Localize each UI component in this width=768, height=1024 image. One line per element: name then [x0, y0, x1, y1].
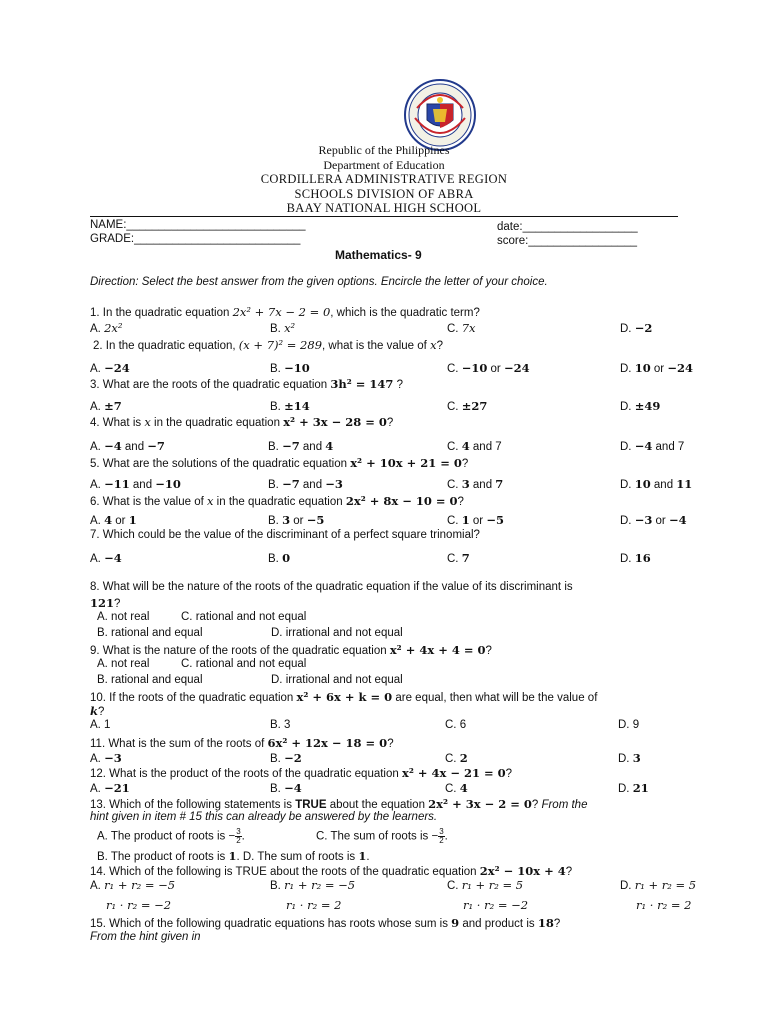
q10-option-b[interactable]: B. 3 [270, 719, 291, 731]
q7-option-c[interactable]: C. 7 [447, 551, 470, 565]
question-13: 13. Which of the following statements is TRUE about the equation 2x² + 3x − 2 = 0? From the [90, 797, 588, 811]
header-region: CORDILLERA ADMINISTRATIVE REGION [260, 172, 508, 186]
q11-option-b[interactable]: B. −2 [270, 751, 302, 765]
q7-option-b[interactable]: B. 0 [268, 551, 291, 565]
q4-option-c[interactable]: C. 4 and 7 [447, 439, 502, 453]
q2-option-a[interactable]: A. −24 [90, 361, 130, 375]
q7-option-d[interactable]: D. 16 [620, 551, 651, 565]
question-10-continued: k? [90, 704, 105, 718]
q12-option-b[interactable]: B. −4 [270, 781, 302, 795]
q9-option-c[interactable]: C. rational and not equal [181, 658, 307, 670]
q7-option-a[interactable]: A. −4 [90, 551, 122, 565]
q12-option-a[interactable]: A. −21 [90, 781, 130, 795]
question-8: 8. What will be the nature of the roots of the quadratic equation if the value of its discriminant is [90, 581, 573, 593]
q6-option-a[interactable]: A. 4 or 1 [90, 513, 137, 527]
q3-option-b[interactable]: B. ±14 [270, 399, 310, 413]
question-1: 1. In the quadratic equation 2x² + 7x − 2 = 0, which is the quadratic term? [90, 305, 480, 319]
header-republic: Republic of the Philippines [318, 143, 450, 157]
q11-option-a[interactable]: A. −3 [90, 751, 122, 765]
question-15-hint: From the hint given in [90, 931, 201, 943]
q10-option-d[interactable]: D. 9 [618, 719, 640, 731]
header-school: BAAY NATIONAL HIGH SCHOOL [286, 201, 482, 215]
q12-option-c[interactable]: C. 4 [445, 781, 468, 795]
q14-option-d[interactable]: D. r₁ + r₂ = 5 [620, 878, 697, 892]
q1-option-d[interactable]: D. −2 [620, 321, 653, 335]
q8-option-a[interactable]: A. not real [97, 611, 150, 623]
q14-option-a[interactable]: A. r₁ + r₂ = −5 [90, 878, 176, 892]
q10-option-a[interactable]: A. 1 [90, 719, 111, 731]
q1-option-a[interactable]: A. 2x² [90, 321, 123, 335]
question-14: 14. Which of the following is TRUE about the roots of the quadratic equation 2x² − 10x + 4? [90, 864, 573, 878]
deped-seal [403, 78, 477, 152]
q3-option-a[interactable]: A. ±7 [90, 399, 122, 413]
q4-option-b[interactable]: B. −7 and 4 [268, 439, 334, 453]
q13-option-a[interactable]: A. The product of roots is − $\frac{3}{2}$ . [97, 827, 245, 845]
q13-option-b-d[interactable]: B. The product of roots is 1. D. The sum of roots is 1. [97, 849, 370, 863]
q4-option-a[interactable]: A. −4 and −7 [90, 439, 165, 453]
q3-option-d[interactable]: D. ±49 [620, 399, 661, 413]
q6-option-b[interactable]: B. 3 or −5 [268, 513, 325, 527]
q9-option-a[interactable]: A. not real [97, 658, 150, 670]
header-rule [90, 216, 678, 217]
q5-option-a[interactable]: A. −11 and −10 [90, 477, 181, 491]
q13-option-c[interactable]: C. The sum of roots is − $\frac{3}{2}$ . [316, 827, 448, 845]
question-7: 7. Which could be the value of the discriminant of a perfect square trinomial? [90, 529, 480, 541]
q4-option-d[interactable]: D. −4 and 7 [620, 439, 685, 453]
question-6: 6. What is the value of x in the quadratic equation 2x² + 8x − 10 = 0? [90, 494, 464, 508]
q5-option-b[interactable]: B. −7 and −3 [268, 477, 343, 491]
date-field[interactable]: date:__________________ [497, 221, 638, 233]
q14-option-c[interactable]: C. r₁ + r₂ = 5 [447, 878, 524, 892]
page-title: Mathematics- 9 [335, 248, 422, 262]
q10-option-c[interactable]: C. 6 [445, 719, 467, 731]
q8-option-d[interactable]: D. irrational and not equal [271, 627, 403, 639]
q9-option-b[interactable]: B. rational and equal [97, 674, 203, 686]
question-15: 15. Which of the following quadratic equations has roots whose sum is 9 and product is 18? [90, 916, 561, 930]
direction-text: Direction: Select the best answer from the given options. Encircle the letter of your choice. [90, 276, 548, 288]
name-field[interactable]: NAME:____________________________ [90, 219, 306, 231]
q6-option-c[interactable]: C. 1 or −5 [447, 513, 504, 527]
q5-option-c[interactable]: C. 3 and 7 [447, 477, 504, 491]
q5-option-d[interactable]: D. 10 and 11 [620, 477, 693, 491]
grade-field[interactable]: GRADE:__________________________ [90, 233, 301, 245]
q14-option-a-product: r₁ · r₂ = −2 [106, 898, 172, 912]
question-4: 4. What is x in the quadratic equation x² + 3x − 28 = 0? [90, 415, 394, 429]
q2-option-d[interactable]: D. 10 or −24 [620, 361, 693, 375]
q2-option-b[interactable]: B. −10 [270, 361, 310, 375]
q9-option-d[interactable]: D. irrational and not equal [271, 674, 403, 686]
question-9: 9. What is the nature of the roots of the quadratic equation x² + 4x + 4 = 0? [90, 643, 492, 657]
question-8-continued: 121? [90, 596, 121, 610]
q11-option-d[interactable]: D. 3 [618, 751, 641, 765]
header-division: SCHOOLS DIVISION OF ABRA [294, 187, 474, 201]
q14-option-d-product: r₁ · r₂ = 2 [636, 898, 692, 912]
question-13-hint: hint given in item # 15 this can already be answered by the learners. [90, 811, 438, 823]
question-11: 11. What is the sum of the roots of 6x² + 12x − 18 = 0? [90, 736, 394, 750]
q8-option-c[interactable]: C. rational and not equal [181, 611, 307, 623]
question-12: 12. What is the product of the roots of the quadratic equation x² + 4x − 21 = 0? [90, 766, 513, 780]
score-field[interactable]: score:_________________ [497, 235, 638, 247]
q8-option-b[interactable]: B. rational and equal [97, 627, 203, 639]
q2-option-c[interactable]: C. −10 or −24 [447, 361, 530, 375]
q14-option-b-product: r₁ · r₂ = 2 [286, 898, 342, 912]
q1-option-b[interactable]: B. x² [270, 321, 296, 335]
q1-option-c[interactable]: C. 7x [447, 321, 476, 335]
q14-option-c-product: r₁ · r₂ = −2 [463, 898, 529, 912]
question-2: 2. In the quadratic equation, (x + 7)² = 289, what is the value of x? [93, 338, 443, 352]
question-3: 3. What are the roots of the quadratic equation 3h² = 147 ? [90, 377, 404, 391]
header-department: Department of Education [323, 158, 445, 172]
question-5: 5. What are the solutions of the quadratic equation x² + 10x + 21 = 0? [90, 456, 469, 470]
q3-option-c[interactable]: C. ±27 [447, 399, 488, 413]
q6-option-d[interactable]: D. −3 or −4 [620, 513, 687, 527]
q14-option-b[interactable]: B. r₁ + r₂ = −5 [270, 878, 356, 892]
question-10: 10. If the roots of the quadratic equation x² + 6x + k = 0 are equal, then what will be the value of [90, 690, 598, 704]
q12-option-d[interactable]: D. 21 [618, 781, 649, 795]
q11-option-c[interactable]: C. 2 [445, 751, 468, 765]
